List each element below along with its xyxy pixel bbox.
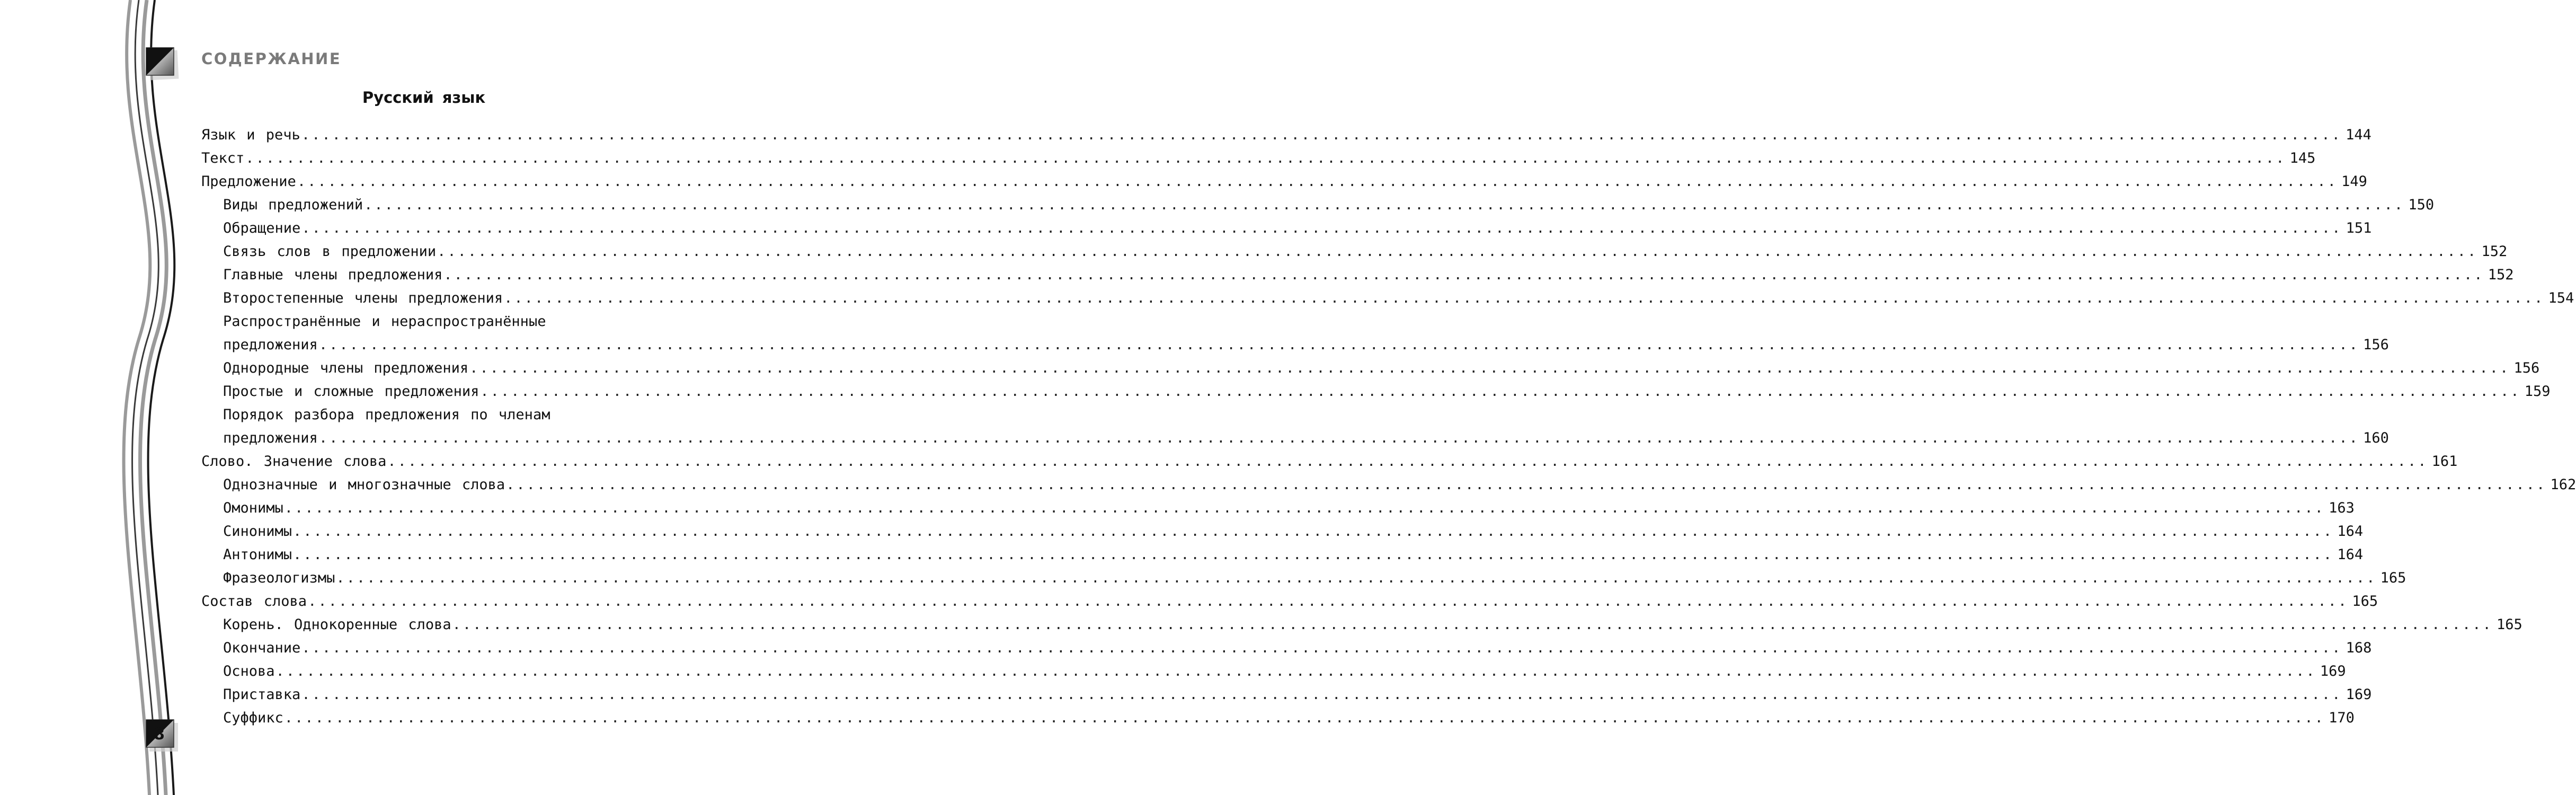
toc-entry-page: 156 [2363,337,2389,353]
toc-entry-title: Состав слова [201,593,307,610]
toc-dot-leader: ........................................................................................................................................................................................................ [506,476,2547,493]
heading-marker [146,48,179,80]
toc-dot-leader: ........................................................................................................................................................................................................ [284,710,2325,726]
toc-entry [201,706,2355,730]
toc-entry-title: Слово. Значение слова [201,453,387,470]
toc-entry [201,240,2508,263]
toc-dot-leader: ........................................................................................................................................................................................................ [437,243,2478,260]
toc-entry-page: 152 [2481,243,2508,260]
toc-entry [201,263,2514,287]
toc-entry [201,637,2372,660]
toc-entry-page: 164 [2337,546,2364,563]
toc-dot-leader: ........................................................................................................................................................................................................ [443,267,2484,283]
toc-entry [201,310,645,333]
toc-entry [201,287,2574,310]
toc-entry-page: 160 [2363,430,2389,446]
toc-entry-page: 170 [2329,710,2355,726]
toc-entry-title: Основа [223,663,275,679]
toc-entry-title: Порядок разбора предложения по членам [223,407,550,423]
toc-entry-title: Окончание [223,640,301,656]
toc-dot-leader: ........................................................................................................................................................................................................ [336,570,2377,586]
toc-entry [201,217,2372,240]
toc-dot-leader: ........................................................................................................................................................................................................ [364,197,2405,213]
toc-entry-page: 144 [2346,127,2371,143]
toc-entry-title: Предложение [201,173,296,190]
toc-entry [201,380,2551,403]
toc-entry-page: 169 [2320,663,2346,679]
toc-dot-leader: ........................................................................................................................................................................................................ [452,616,2493,633]
toc-dot-leader: ........................................................................................................................................................................................................ [276,663,2316,679]
toc-dot-leader: ........................................................................................................................................................................................................ [301,686,2342,703]
toc-entry [201,473,2576,497]
toc-entry [201,193,2435,217]
toc-entry-title: Корень. Однокоренные слова [223,616,451,633]
toc-entry-page: 165 [2380,570,2406,586]
toc-entry [201,660,2346,683]
toc-dot-leader: ........................................................................................................................................................................................................ [469,360,2510,376]
toc-dot-leader: ........................................................................................................................................................................................................ [284,500,2325,516]
table-of-contents [201,123,2576,730]
toc-entry-title: Фразеологизмы [223,570,335,586]
toc-dot-leader: ........................................................................................................................................................................................................ [293,523,2334,540]
wavy-margin-lines [124,0,175,795]
margin-line [140,0,167,795]
toc-entry-page: 149 [2341,173,2367,190]
toc-entry-title: Однозначные и многозначные слова [223,476,505,493]
toc-dot-leader: ........................................................................................................................................................................................................ [301,640,2342,656]
toc-entry [201,590,2378,613]
toc-entry-title: Распространённые и нераспространённые [223,313,546,330]
toc-entry-title: Обращение [223,220,301,236]
toc-entry-page: 162 [2550,476,2576,493]
toc-entry-page: 169 [2346,686,2372,703]
toc-entry-page: 151 [2346,220,2372,236]
toc-entry-title: Омонимы [223,500,283,516]
toc-entry-title: Текст [201,150,245,166]
margin-line [148,0,175,795]
toc-entry [201,683,2372,706]
toc-entry [201,520,2364,543]
toc-entry [201,543,2364,567]
toc-entry-title: предложения [223,430,318,446]
toc-entry-title: Второстепенные члены предложения [223,290,503,306]
toc-entry-page: 165 [2352,593,2378,610]
toc-entry-page: 154 [2548,290,2574,306]
toc-entry [201,170,2367,193]
toc-entry-page: 156 [2513,360,2540,376]
section-subject-title: Русский язык [362,89,486,107]
toc-entry-title: Однородные члены предложения [223,360,469,376]
toc-dot-leader: ........................................................................................................................................................................................................ [245,150,2286,166]
toc-dot-leader: ........................................................................................................................................................................................................ [308,593,2349,610]
toc-entry-page: 164 [2337,523,2364,540]
toc-entry-page: 145 [2289,150,2316,166]
toc-entry [201,613,2522,637]
toc-entry-title: Суффикс [223,710,283,726]
toc-dot-leader: ........................................................................................................................................................................................................ [318,430,2359,446]
toc-entry-page: 152 [2488,267,2514,283]
toc-dot-leader: ........................................................................................................................................................................................................ [387,453,2428,470]
toc-dot-leader: ........................................................................................................................................................................................................ [318,337,2359,353]
toc-entry [201,427,2389,450]
toc-entry-title: предложения [223,337,318,353]
toc-entry-page: 168 [2346,640,2372,656]
toc-entry-title: Синонимы [223,523,292,540]
toc-entry-title: Антонимы [223,546,292,563]
toc-dot-leader: ........................................................................................................................................................................................................ [301,220,2342,236]
toc-entry [201,147,2316,170]
toc-entry-page: 165 [2496,616,2522,633]
toc-entry [201,497,2355,520]
toc-entry [201,357,2540,380]
toc-dot-leader: ........................................................................................................................................................................................................ [293,546,2334,563]
toc-entry-title: Виды предложений [223,197,363,213]
toc-dot-leader: ........................................................................................................................................................................................................ [504,290,2545,306]
page-number: 8 [154,725,165,744]
toc-entry-page: 159 [2524,383,2551,400]
toc-entry-title: Связь слов в предложении [223,243,437,260]
toc-entry-title: Простые и сложные предложения [223,383,479,400]
toc-entry [201,403,645,427]
toc-dot-leader: ........................................................................................................................................................................................................ [301,127,2342,143]
contents-heading: СОДЕРЖАНИЕ [201,50,342,68]
toc-dot-leader: ........................................................................................................................................................................................................ [480,383,2521,400]
toc-entry-page: 163 [2329,500,2355,516]
toc-entry-page: 161 [2431,453,2458,470]
toc-entry-page: 150 [2408,197,2435,213]
toc-entry-title: Язык и речь [201,127,300,143]
toc-entry [201,333,2389,357]
toc-entry [201,567,2406,590]
toc-entry [201,450,2458,473]
toc-dot-leader: ........................................................................................................................................................................................................ [297,173,2338,190]
toc-entry-title: Приставка [223,686,301,703]
toc-entry-title: Главные члены предложения [223,267,443,283]
toc-entry [201,123,2371,147]
